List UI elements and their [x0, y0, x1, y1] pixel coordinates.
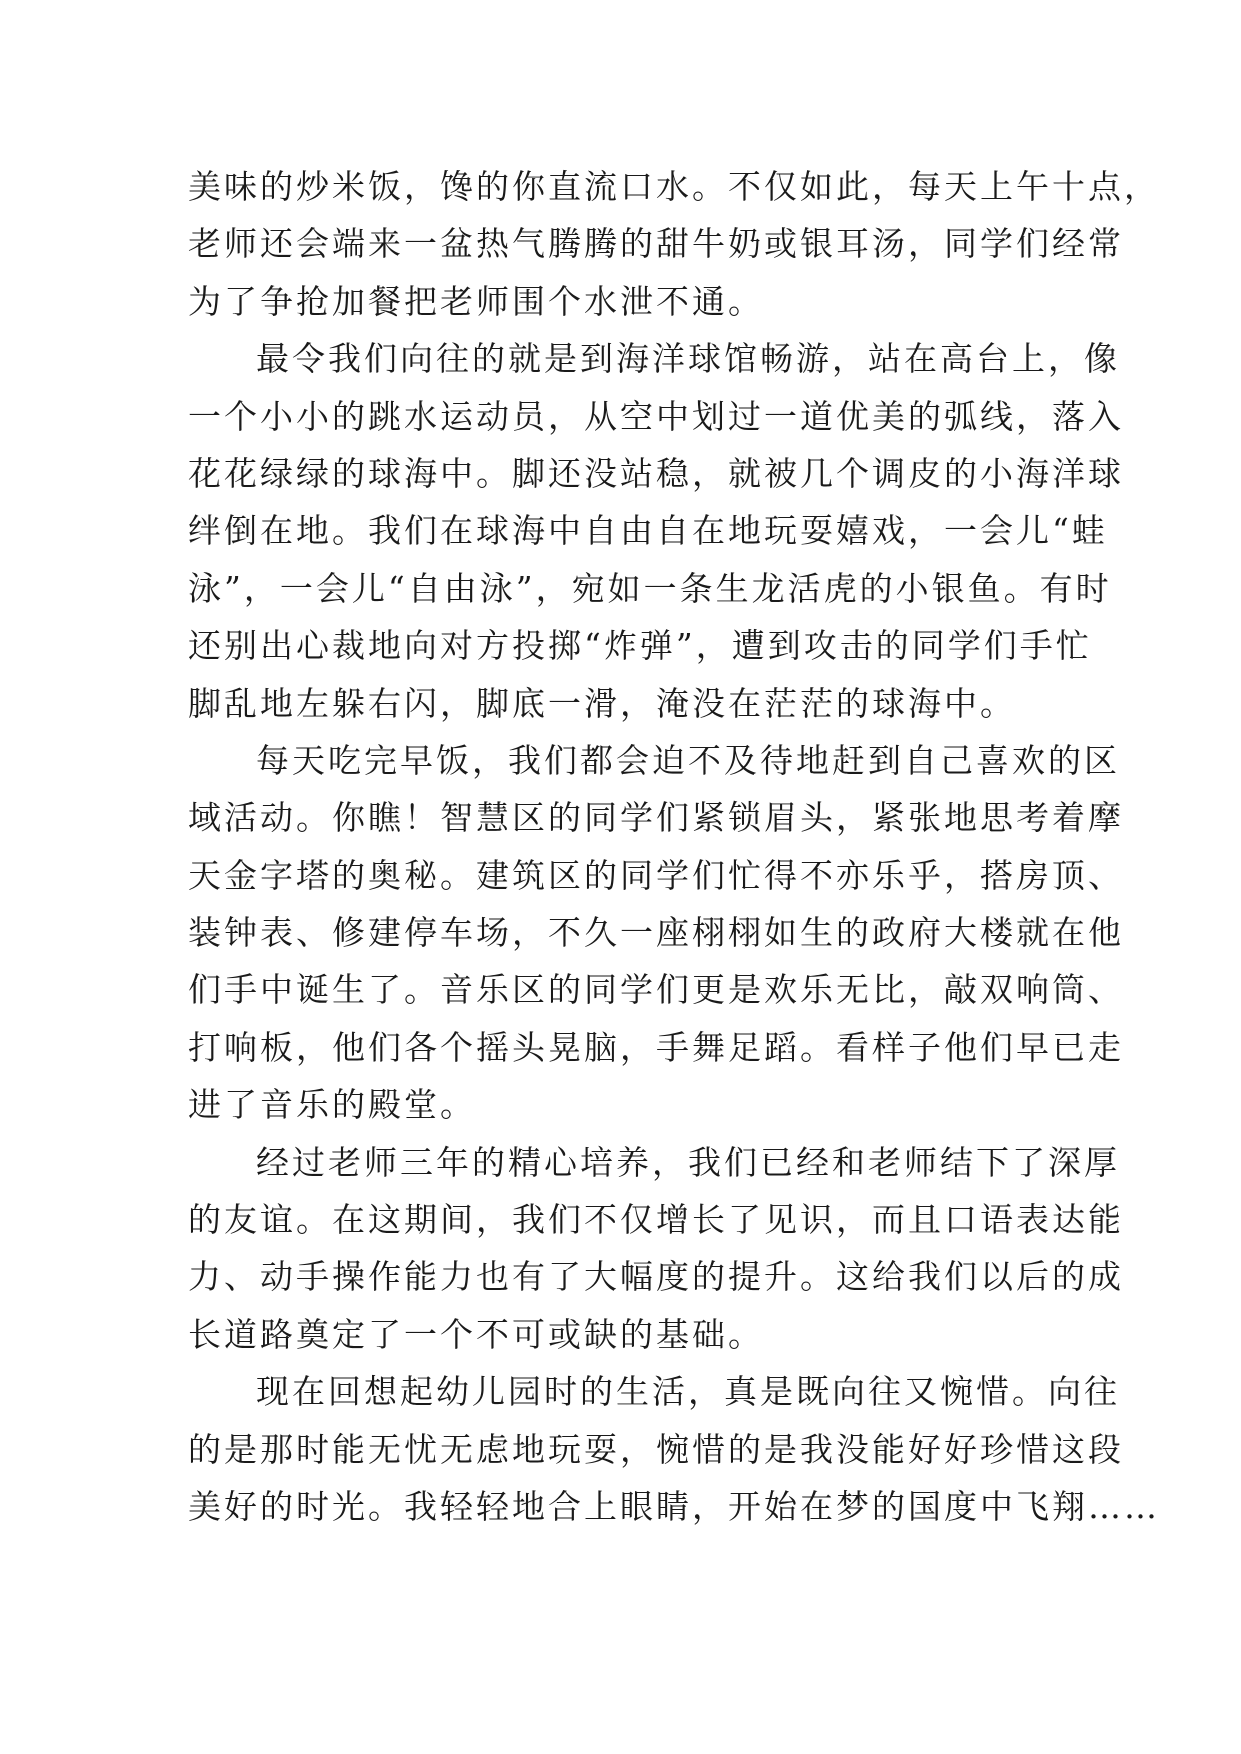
text-line: 进了音乐的殿堂。 [188, 1085, 476, 1125]
text-line: 泳”，一会儿“自由泳”，宛如一条生龙活虎的小银鱼。有时 [188, 568, 1112, 608]
text-line: 还别出心裁地向对方投掷“炸弹”，遭到攻击的同学们手忙 [188, 626, 1092, 666]
text-line: 装钟表、修建停车场，不久一座栩栩如生的政府大楼就在他 [188, 913, 1124, 953]
text-line: 经过老师三年的精心培养，我们已经和老师结下了深厚 [256, 1142, 1120, 1182]
text-line: 每天吃完早饭，我们都会迫不及待地赶到自己喜欢的区 [256, 740, 1120, 780]
text-line: 一个小小的跳水运动员，从空中划过一道优美的弧线，落入 [188, 396, 1124, 436]
text-line: 美好的时光。我轻轻地合上眼睛，开始在梦的国度中飞翔…… [188, 1486, 1160, 1526]
text-line: 的是那时能无忧无虑地玩耍，惋惜的是我没能好好珍惜这段 [188, 1429, 1124, 1469]
text-line: 打响板，他们各个摇头晃脑，手舞足蹈。看样子他们早已走 [188, 1027, 1124, 1067]
text-line: 长道路奠定了一个不可或缺的基础。 [188, 1314, 764, 1354]
text-line: 美味的炒米饭，馋的你直流口水。不仅如此，每天上午十点， [188, 167, 1160, 206]
text-line: 为了争抢加餐把老师围个水泄不通。 [188, 281, 764, 321]
text-line: 脚乱地左躲右闪，脚底一滑，淹没在茫茫的球海中。 [188, 683, 1016, 723]
text-line: 绊倒在地。我们在球海中自由自在地玩耍嬉戏，一会儿“蛙 [188, 511, 1108, 551]
text-line: 域活动。你瞧！智慧区的同学们紧锁眉头，紧张地思考着摩 [188, 798, 1124, 838]
text-line: 老师还会端来一盆热气腾腾的甜牛奶或银耳汤，同学们经常 [188, 224, 1124, 264]
text-line: 最令我们向往的就是到海洋球馆畅游，站在高台上，像 [256, 339, 1120, 379]
text-line: 花花绿绿的球海中。脚还没站稳，就被几个调皮的小海洋球 [188, 453, 1124, 493]
text-line: 力、动手操作能力也有了大幅度的提升。这给我们以后的成 [188, 1257, 1124, 1297]
text-line: 现在回想起幼儿园时的生活，真是既向往又惋惜。向往 [256, 1372, 1120, 1412]
body-text [188, 158, 1160, 1535]
text-line: 天金字塔的奥秘。建筑区的同学们忙得不亦乐乎，搭房顶、 [188, 855, 1124, 895]
text-line: 们手中诞生了。音乐区的同学们更是欢乐无比，敲双响筒、 [188, 970, 1124, 1010]
text-line: 的友谊。在这期间，我们不仅增长了见识，而且口语表达能 [188, 1200, 1124, 1240]
